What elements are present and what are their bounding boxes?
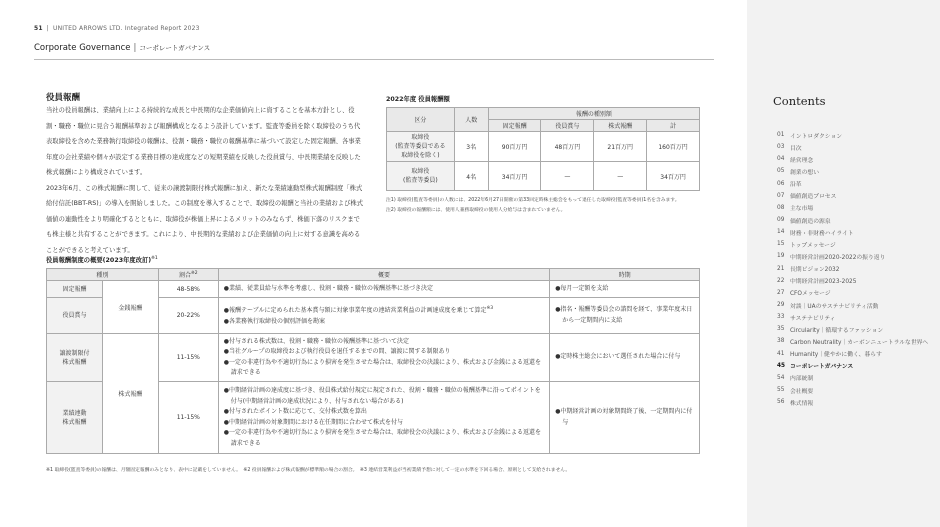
paragraph-1: 当社の役員報酬は、業績向上による持続的な成長と中長期的な企業価値向上に資することを基本方針とし、役割・職務・職位に見合う報酬基準および報酬構成となるよう設計しています。監査等委員を除く取締役のうち代表取締役を含めた業務執行取締役の報酬は、役割・職務・職位の報酬基準に基づいて設定した固定報酬、各事業年度の会社業績や個々が設定する業務目標の達成度などの短期業績を反映した役員賞与、中長期業績を反映した株式報酬により構成されています。 bbox=[46, 107, 361, 176]
col-count: 人数 bbox=[454, 108, 488, 132]
toc-item-label: 価値創造の源泉 bbox=[790, 218, 831, 225]
toc-item[interactable] bbox=[777, 263, 937, 275]
toc-item[interactable] bbox=[777, 226, 937, 238]
toc-item[interactable] bbox=[777, 335, 937, 347]
page-header: 51 | UNITED ARROWS LTD. Integrated Report 2023 bbox=[34, 25, 200, 32]
toc-item-label: 会社概要 bbox=[790, 388, 814, 395]
toc-item[interactable] bbox=[777, 323, 937, 335]
toc-item[interactable] bbox=[777, 238, 937, 250]
toc-item[interactable] bbox=[777, 384, 937, 396]
row-label: 業績連動 株式報酬 bbox=[47, 382, 103, 454]
toc-item[interactable] bbox=[777, 348, 937, 360]
toc-item-number: 03 bbox=[777, 144, 785, 151]
cell-summary: ●中期経営計画の達成度に基づき、役員株式給付規定に規定された、役割・職務・職位の報酬基準に沿ってポイントを付与(中期経営計画の達成状況により、付与されない場合がある) ●付与されたポイント数に応じて、交付株式数を算出 ●中期経営計画の対象期間における在任期間に合わせて株式を付与 ●一定の非違行為や不適切行為により損害を発生させた場合は、取締役会の決議により、株式および金銭による返還を請求できる bbox=[218, 382, 549, 454]
contents-title: Contents bbox=[773, 94, 826, 108]
toc-item[interactable] bbox=[777, 153, 937, 165]
table1-note-1: 注1) 取締役(監査等委員)の人数には、2022年6月27日開催の第33回定時株主総会をもって退任した取締役(監査等委員)1名を含みます。 bbox=[386, 198, 680, 203]
col-category: 区分 bbox=[387, 108, 455, 132]
toc-item-label: 内部統制 bbox=[790, 376, 814, 383]
toc-item-number: 05 bbox=[777, 168, 785, 175]
toc-item[interactable] bbox=[777, 299, 937, 311]
table-row bbox=[387, 162, 700, 191]
cell-total: 160百万円 bbox=[647, 132, 700, 162]
toc-item-label: Humanity｜健やかに働く、暮らす bbox=[790, 352, 882, 359]
toc-item[interactable] bbox=[777, 141, 937, 153]
toc-item[interactable] bbox=[777, 214, 937, 226]
toc-item[interactable] bbox=[777, 202, 937, 214]
system-table-title: 役員報酬制度の概要(2023年度改訂)$^{※1}$ bbox=[46, 255, 158, 264]
col-breakdown: 報酬の種別額 bbox=[488, 108, 699, 120]
toc-item[interactable] bbox=[777, 360, 937, 372]
compensation-system-table bbox=[46, 268, 700, 454]
section-title-ja: コーポレートガバナンス bbox=[139, 44, 211, 52]
header-divider bbox=[34, 59, 714, 60]
toc-item[interactable] bbox=[777, 287, 937, 299]
group-label-stock: 株式報酬 bbox=[102, 334, 158, 454]
toc-item[interactable] bbox=[777, 311, 937, 323]
group-label-cash: 金銭報酬 bbox=[102, 281, 158, 334]
toc-item[interactable] bbox=[777, 190, 937, 202]
cell-stock: 21百万円 bbox=[594, 132, 647, 162]
toc-item-number: 21 bbox=[777, 265, 785, 272]
section-title: Corporate Governance | コーポレートガバナンス bbox=[34, 43, 211, 53]
toc-item[interactable] bbox=[777, 396, 937, 408]
col-type: 種別 bbox=[47, 269, 159, 281]
toc-item-number: 56 bbox=[777, 399, 785, 406]
compensation-amount-table bbox=[386, 107, 700, 191]
toc-item-number: 08 bbox=[777, 204, 785, 211]
toc-item[interactable] bbox=[777, 275, 937, 287]
cell-ratio: 20-22% bbox=[158, 298, 218, 334]
cell-fixed: 90百万円 bbox=[488, 132, 541, 162]
table2-footnotes: ※1 取締役(監査等委員)の報酬は、月額固定報酬のみとなり、表中に記載をしていません。 ※2 役員報酬および株式報酬が標準額の場合の割合。 ※3 連結営業利益が当初業績予想に対して一定の水準を下回る場合、原則として支給されません。 bbox=[46, 468, 571, 473]
col-stock: 株式報酬 bbox=[594, 120, 647, 132]
toc-item-label: 中期経営計画2020-2022の振り返り bbox=[790, 254, 886, 261]
body-text bbox=[46, 103, 364, 258]
toc-item-number: 04 bbox=[777, 156, 785, 163]
row-label: 譲渡制限付 株式報酬 bbox=[47, 334, 103, 382]
cell-fixed: 34百万円 bbox=[488, 162, 541, 191]
toc-item-number: 45 bbox=[777, 362, 786, 369]
table-row bbox=[47, 281, 700, 298]
toc-item-label: 株式情報 bbox=[790, 400, 814, 407]
table1-notes bbox=[386, 196, 716, 216]
col-ratio: 割合$^{※2}$ bbox=[158, 269, 218, 281]
contents-list bbox=[777, 129, 937, 408]
col-summary: 概要 bbox=[218, 269, 549, 281]
cell-ratio: 48-58% bbox=[158, 281, 218, 298]
cell-timing: ●毎月一定額を支給 bbox=[550, 281, 700, 298]
paragraph-2: 2023年6月、この株式報酬に関して、従来の譲渡制限付株式報酬に加え、新たな業績連動型株式報酬制度「株式給付信託(BBT-RS)」の導入を開始しました。この制度を導入することで、取締役の報酬と当社の業績および株式価値の連動性をより明確化するとともに、取締役が株価上昇によるメリットのみならず、株価下落のリスクまでも株主様と共有することができます。これにより、中長期的な業績および企業価値の向上に対する意識を高めることができると考えています。 bbox=[46, 184, 363, 254]
toc-item-number: 27 bbox=[777, 289, 785, 296]
cell-timing: ●中期経営計画の対象期間終了後、一定期間内に付与 bbox=[550, 382, 700, 454]
toc-item-label: 価値創造プロセス bbox=[790, 194, 837, 201]
table-row bbox=[47, 334, 700, 382]
toc-item-label: 対談｜UAのサステナビリティ活動 bbox=[790, 303, 879, 310]
toc-item-label: 主な市場 bbox=[790, 206, 814, 213]
col-fixed: 固定報酬 bbox=[488, 120, 541, 132]
cell-bonus: — bbox=[541, 162, 594, 191]
toc-item-label: 中期経営計画2023-2025 bbox=[790, 279, 857, 286]
toc-item-number: 33 bbox=[777, 314, 785, 321]
toc-item-label: イントロダクション bbox=[790, 133, 843, 140]
publication-title: UNITED ARROWS LTD. Integrated Report 2023 bbox=[52, 25, 200, 32]
toc-item-number: 09 bbox=[777, 217, 785, 224]
cell-stock: — bbox=[594, 162, 647, 191]
toc-item-number: 35 bbox=[777, 326, 785, 333]
toc-item-label: 財務・非財務ハイライト bbox=[790, 230, 854, 237]
toc-item-label: Carbon Neutrality｜カーボンニュートラルな世界へ bbox=[790, 339, 929, 346]
cell-ratio: 11-15% bbox=[158, 334, 218, 382]
cell-total: 34百万円 bbox=[647, 162, 700, 191]
row-label: 取締役 (監査等委員) bbox=[387, 162, 455, 191]
toc-item-number: 01 bbox=[777, 132, 785, 139]
toc-item[interactable] bbox=[777, 372, 937, 384]
toc-item-number: 07 bbox=[777, 192, 785, 199]
cell-summary: ●報酬テーブルに定められた基本賞与額に対象事業年度の連結営業利益の計画達成度を乗じて算定$^{※3}$ ●各業務執行取締役の個別評価を勘案 bbox=[218, 298, 549, 334]
col-total: 計 bbox=[647, 120, 700, 132]
toc-item-label: 目次 bbox=[790, 145, 802, 152]
toc-item[interactable] bbox=[777, 178, 937, 190]
toc-item[interactable] bbox=[777, 129, 937, 141]
toc-item-label: 沿革 bbox=[790, 182, 802, 189]
toc-item-number: 14 bbox=[777, 229, 785, 236]
toc-item-label: 経営理念 bbox=[790, 157, 814, 164]
row-label: 役員賞与 bbox=[47, 298, 103, 334]
toc-item-number: 29 bbox=[777, 302, 785, 309]
page-number: 51 bbox=[34, 25, 43, 32]
toc-item-label: サステナビリティ bbox=[790, 315, 836, 322]
toc-item-label: 長期ビジョン2032 bbox=[790, 267, 840, 274]
cell-ratio: 11-15% bbox=[158, 382, 218, 454]
toc-item-number: 15 bbox=[777, 241, 785, 248]
cell-timing: ●指名・報酬等委員会の諮問を経て、事業年度末日から一定期間内に支給 bbox=[550, 298, 700, 334]
row-label: 取締役 (監査等委員である 取締役を除く) bbox=[387, 132, 455, 162]
toc-item-number: 54 bbox=[777, 374, 785, 381]
cell-summary: ●付与される株式数は、役割・職務・職位の報酬基準に基づいて決定 ●当社グループの取締役および執行役員を退任するまでの間、譲渡に関する制限あり ●一定の非違行為や不適切行為により損害を発生させた場合は、取締役会の決議により、株式および金銭による返還を請求できる bbox=[218, 334, 549, 382]
compensation-table-title: 2022年度 役員報酬額 bbox=[386, 96, 450, 103]
table1-note-2: 注2) 取締役の報酬額には、使用人兼務取締役の使用人分給与は含まれていません。 bbox=[386, 208, 566, 213]
toc-item-number: 06 bbox=[777, 180, 785, 187]
toc-item-label: Circularity｜循環するファッション bbox=[790, 327, 884, 334]
toc-item-label: CFOメッセージ bbox=[790, 291, 831, 298]
col-timing: 時期 bbox=[550, 269, 700, 281]
toc-item-number: 19 bbox=[777, 253, 785, 260]
cell-count: 3名 bbox=[454, 132, 488, 162]
toc-item-label: コーポレートガバナンス bbox=[790, 364, 854, 371]
toc-item[interactable] bbox=[777, 250, 937, 262]
table-row bbox=[387, 132, 700, 162]
section-title-en: Corporate Governance bbox=[34, 43, 131, 53]
toc-item-number: 38 bbox=[777, 338, 785, 345]
cell-summary: ●業績、従業員給与水準を考慮し、役割・職務・職位の報酬基準に基づき決定 bbox=[218, 281, 549, 298]
toc-item-number: 22 bbox=[777, 277, 785, 284]
col-bonus: 役員賞与 bbox=[541, 120, 594, 132]
toc-item-number: 41 bbox=[777, 350, 785, 357]
cell-bonus: 48百万円 bbox=[541, 132, 594, 162]
toc-item-label: 創業の想い bbox=[790, 169, 819, 176]
cell-timing: ●定時株主総会において選任された場合に付与 bbox=[550, 334, 700, 382]
row-label: 固定報酬 bbox=[47, 281, 103, 298]
toc-item-label: トップメッセージ bbox=[790, 242, 836, 249]
toc-item-number: 55 bbox=[777, 387, 785, 394]
toc-item[interactable] bbox=[777, 165, 937, 177]
main-heading: 役員報酬 bbox=[46, 93, 81, 103]
cell-count: 4名 bbox=[454, 162, 488, 191]
